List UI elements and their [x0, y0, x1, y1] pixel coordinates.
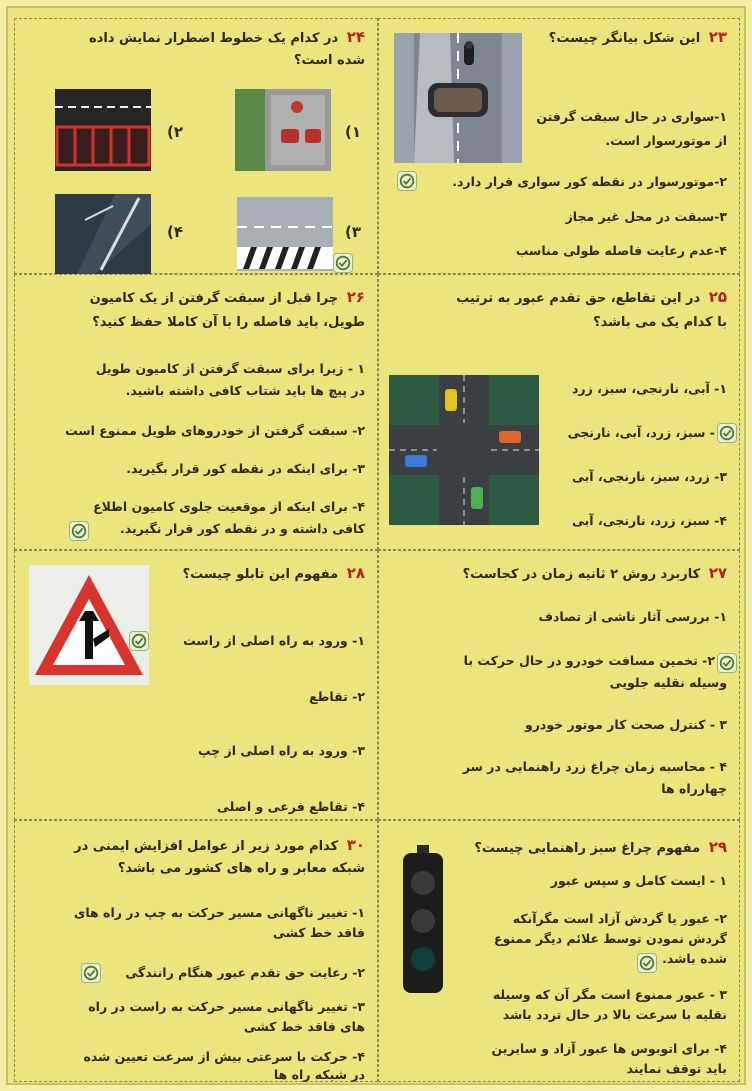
option-3-label: (۳: [345, 223, 362, 241]
traffic-light-image: [399, 845, 447, 995]
question-number: ۲۷: [708, 564, 727, 582]
correct-check-icon: [69, 521, 89, 541]
q29-option-2-cont: گردش نمودن توسط علائم دیگر ممنوع: [494, 931, 727, 946]
option-2-label: (۲: [167, 123, 184, 141]
q26-option-1[interactable]: ۱ - زیرا برای سبقت گرفتن از کامیون طویل: [95, 361, 365, 376]
correct-check-icon: [717, 653, 737, 673]
question-30-title: [74, 835, 365, 857]
q27-option-4[interactable]: ۴ - محاسبه زمان چراغ زرد راهنمایی در سر: [462, 759, 727, 774]
question-24-title: [89, 27, 365, 49]
question-number: ۲۸: [346, 564, 365, 582]
q29-option-2-cont2: شده باشد.: [662, 951, 727, 966]
q27-option-2[interactable]: ۲- تخمین مسافت خودرو در حال حرکت با: [463, 653, 715, 668]
question-23-title: [549, 27, 727, 49]
option-4-image[interactable]: [55, 194, 151, 274]
q27-option-3[interactable]: ۳ - کنترل صحت کار موتور خودرو: [524, 717, 727, 732]
q26-option-2[interactable]: ۲- سبقت گرفتن از خودروهای طویل ممنوع است: [65, 423, 365, 438]
correct-check-icon: [397, 171, 417, 191]
q30-option-2[interactable]: ۲- رعایت حق تقدم عبور هنگام رانندگی: [125, 965, 365, 980]
q25-option-1[interactable]: ۱- آبی، نارنجی، سبز، زرد: [571, 381, 727, 396]
question-24-cell: [14, 18, 378, 274]
option-1-label: (۱: [345, 123, 362, 141]
question-28-cell: [14, 550, 378, 820]
q29-option-3[interactable]: ۳ - عبور ممنوع است مگر آن که وسیله: [492, 987, 727, 1002]
q23-option-4[interactable]: ۴-عدم رعایت فاصله طولی مناسب: [515, 243, 727, 258]
intersection-image: [389, 375, 539, 525]
option-1-image[interactable]: [235, 89, 331, 171]
q27-option-1[interactable]: ۱- بررسی آثار ناشی از تصادف: [538, 609, 727, 624]
question-29-title: [474, 837, 727, 859]
q29-option-4[interactable]: ۴- برای اتوبوس ها عبور آزاد و سایرین: [491, 1041, 727, 1056]
correct-check-icon: [717, 423, 737, 443]
option-3-image[interactable]: [237, 197, 333, 271]
q25-option-3[interactable]: ۳- زرد، سبز، نارنجی، آبی: [571, 469, 727, 484]
q23-option-3[interactable]: ۳-سبقت در محل غیر مجاز: [565, 209, 727, 224]
question-text: کاربرد روش ۲ ثانیه زمان در کجاست؟: [462, 567, 701, 582]
question-26-title: [90, 287, 365, 309]
question-30-title-cont: شبکه معابر و راه های کشور می باشد؟: [117, 861, 365, 876]
question-25-title: [456, 287, 727, 309]
q29-option-2[interactable]: ۲- عبور یا گردش آزاد است مگرآنکه: [512, 911, 727, 926]
q30-option-1[interactable]: ۱- تغییر ناگهانی مسیر حرکت به چپ در راه های: [73, 905, 365, 920]
question-text: در کدام یک خطوط اضطرار نمایش داده: [88, 31, 339, 46]
question-number: ۲۶: [346, 288, 365, 306]
question-26-title-cont: طویل، باید فاصله را با آن کاملا حفظ کنید؟: [92, 315, 365, 330]
q28-option-1[interactable]: ۱- ورود به راه اصلی از راست: [183, 633, 365, 648]
question-26-cell: [14, 274, 378, 550]
question-text: این شکل بیانگر چیست؟: [548, 31, 701, 46]
q26-option-1-cont: در پیچ ها باید شتاب کافی داشته باشید.: [125, 383, 365, 398]
question-number: ۲۳: [708, 28, 727, 46]
q23-option-2[interactable]: ۲-موتورسوار در نقطه کور سواری قرار دارد.: [452, 174, 727, 189]
q25-option-2[interactable]: - سبز، زرد، آبی، نارنجی: [567, 425, 715, 440]
question-text: چرا قبل از سبقت گرفتن از یک کامیون: [89, 291, 339, 306]
q26-option-3[interactable]: ۳- برای اینکه در نقطه کور قرار بگیرید.: [126, 461, 365, 476]
q30-option-3-cont: های فاقد خط کشی: [243, 1019, 365, 1034]
question-27-cell: [378, 550, 740, 820]
quiz-page: [6, 6, 746, 1085]
q30-option-4-cont: در شبکه راه ها: [273, 1067, 365, 1082]
question-23-cell: [378, 18, 740, 274]
q28-option-4[interactable]: ۴- تقاطع فرعی و اصلی: [217, 799, 365, 814]
warning-sign-image: [29, 565, 149, 685]
question-28-title: [183, 563, 365, 585]
question-29-cell: [378, 820, 740, 1082]
correct-check-icon: [637, 953, 657, 973]
correct-check-icon: [333, 253, 353, 273]
question-24-title-cont: شده است؟: [293, 53, 365, 68]
question-text: مفهوم این تابلو چیست؟: [182, 567, 339, 582]
question-number: ۳۰: [346, 836, 365, 854]
q28-option-3[interactable]: ۳- ورود به راه اصلی از چپ: [197, 743, 365, 758]
question-number: ۲۹: [708, 838, 727, 856]
option-4-label: (۴: [167, 223, 184, 241]
q23-option-1[interactable]: ۱-سواری در حال سبقت گرفتن: [536, 109, 727, 124]
q26-option-4-cont: کافی داشته و در نقطه کور قرار نگیرید.: [119, 521, 365, 536]
question-text: در این تقاطع، حق تقدم عبور به ترتیب: [456, 291, 701, 306]
q23-option-1-cont: از موتورسوار است.: [605, 133, 727, 148]
question-number: ۲۴: [346, 28, 365, 46]
q29-option-3-cont: نقلیه با سرعت بالا در حال تردد باشد: [502, 1007, 727, 1022]
q29-option-4-cont: باید توقف نمایند: [626, 1061, 727, 1076]
q27-option-2-cont: وسیله نقلیه جلویی: [609, 675, 727, 690]
question-30-cell: [14, 820, 378, 1082]
q30-option-3[interactable]: ۳- تغییر ناگهانی مسیر حرکت به راست در راه: [88, 999, 365, 1014]
q29-option-1[interactable]: ۱ - ایست کامل و سپس عبور: [550, 873, 727, 888]
question-number: ۲۵: [708, 288, 727, 306]
question-text: مفهوم چراغ سبز راهنمایی چیست؟: [474, 841, 701, 856]
question-text: کدام مورد زیر از عوامل افزایش ایمنی در: [74, 839, 339, 854]
correct-check-icon: [129, 631, 149, 651]
q25-option-4[interactable]: ۴- سبز، زرد، نارنجی، آبی: [571, 513, 727, 528]
option-2-image[interactable]: [55, 89, 151, 171]
q30-option-4[interactable]: ۴- حرکت با سرعتی بیش از سرعت تعیین شده: [83, 1049, 365, 1064]
question-27-title: [463, 563, 727, 585]
q28-option-2[interactable]: ۲- تقاطع: [309, 689, 365, 704]
question-25-cell: [378, 274, 740, 550]
question-25-title-cont: با کدام یک می باشد؟: [593, 315, 727, 330]
car-motorcycle-image: [394, 33, 522, 163]
q26-option-4[interactable]: ۴- برای اینکه از موقعیت جلوی کامیون اطلاع: [93, 499, 365, 514]
correct-check-icon: [81, 963, 101, 983]
q30-option-1-cont: فاقد خط کشی: [272, 925, 365, 940]
q27-option-4-cont: چهارراه ها: [661, 781, 727, 796]
